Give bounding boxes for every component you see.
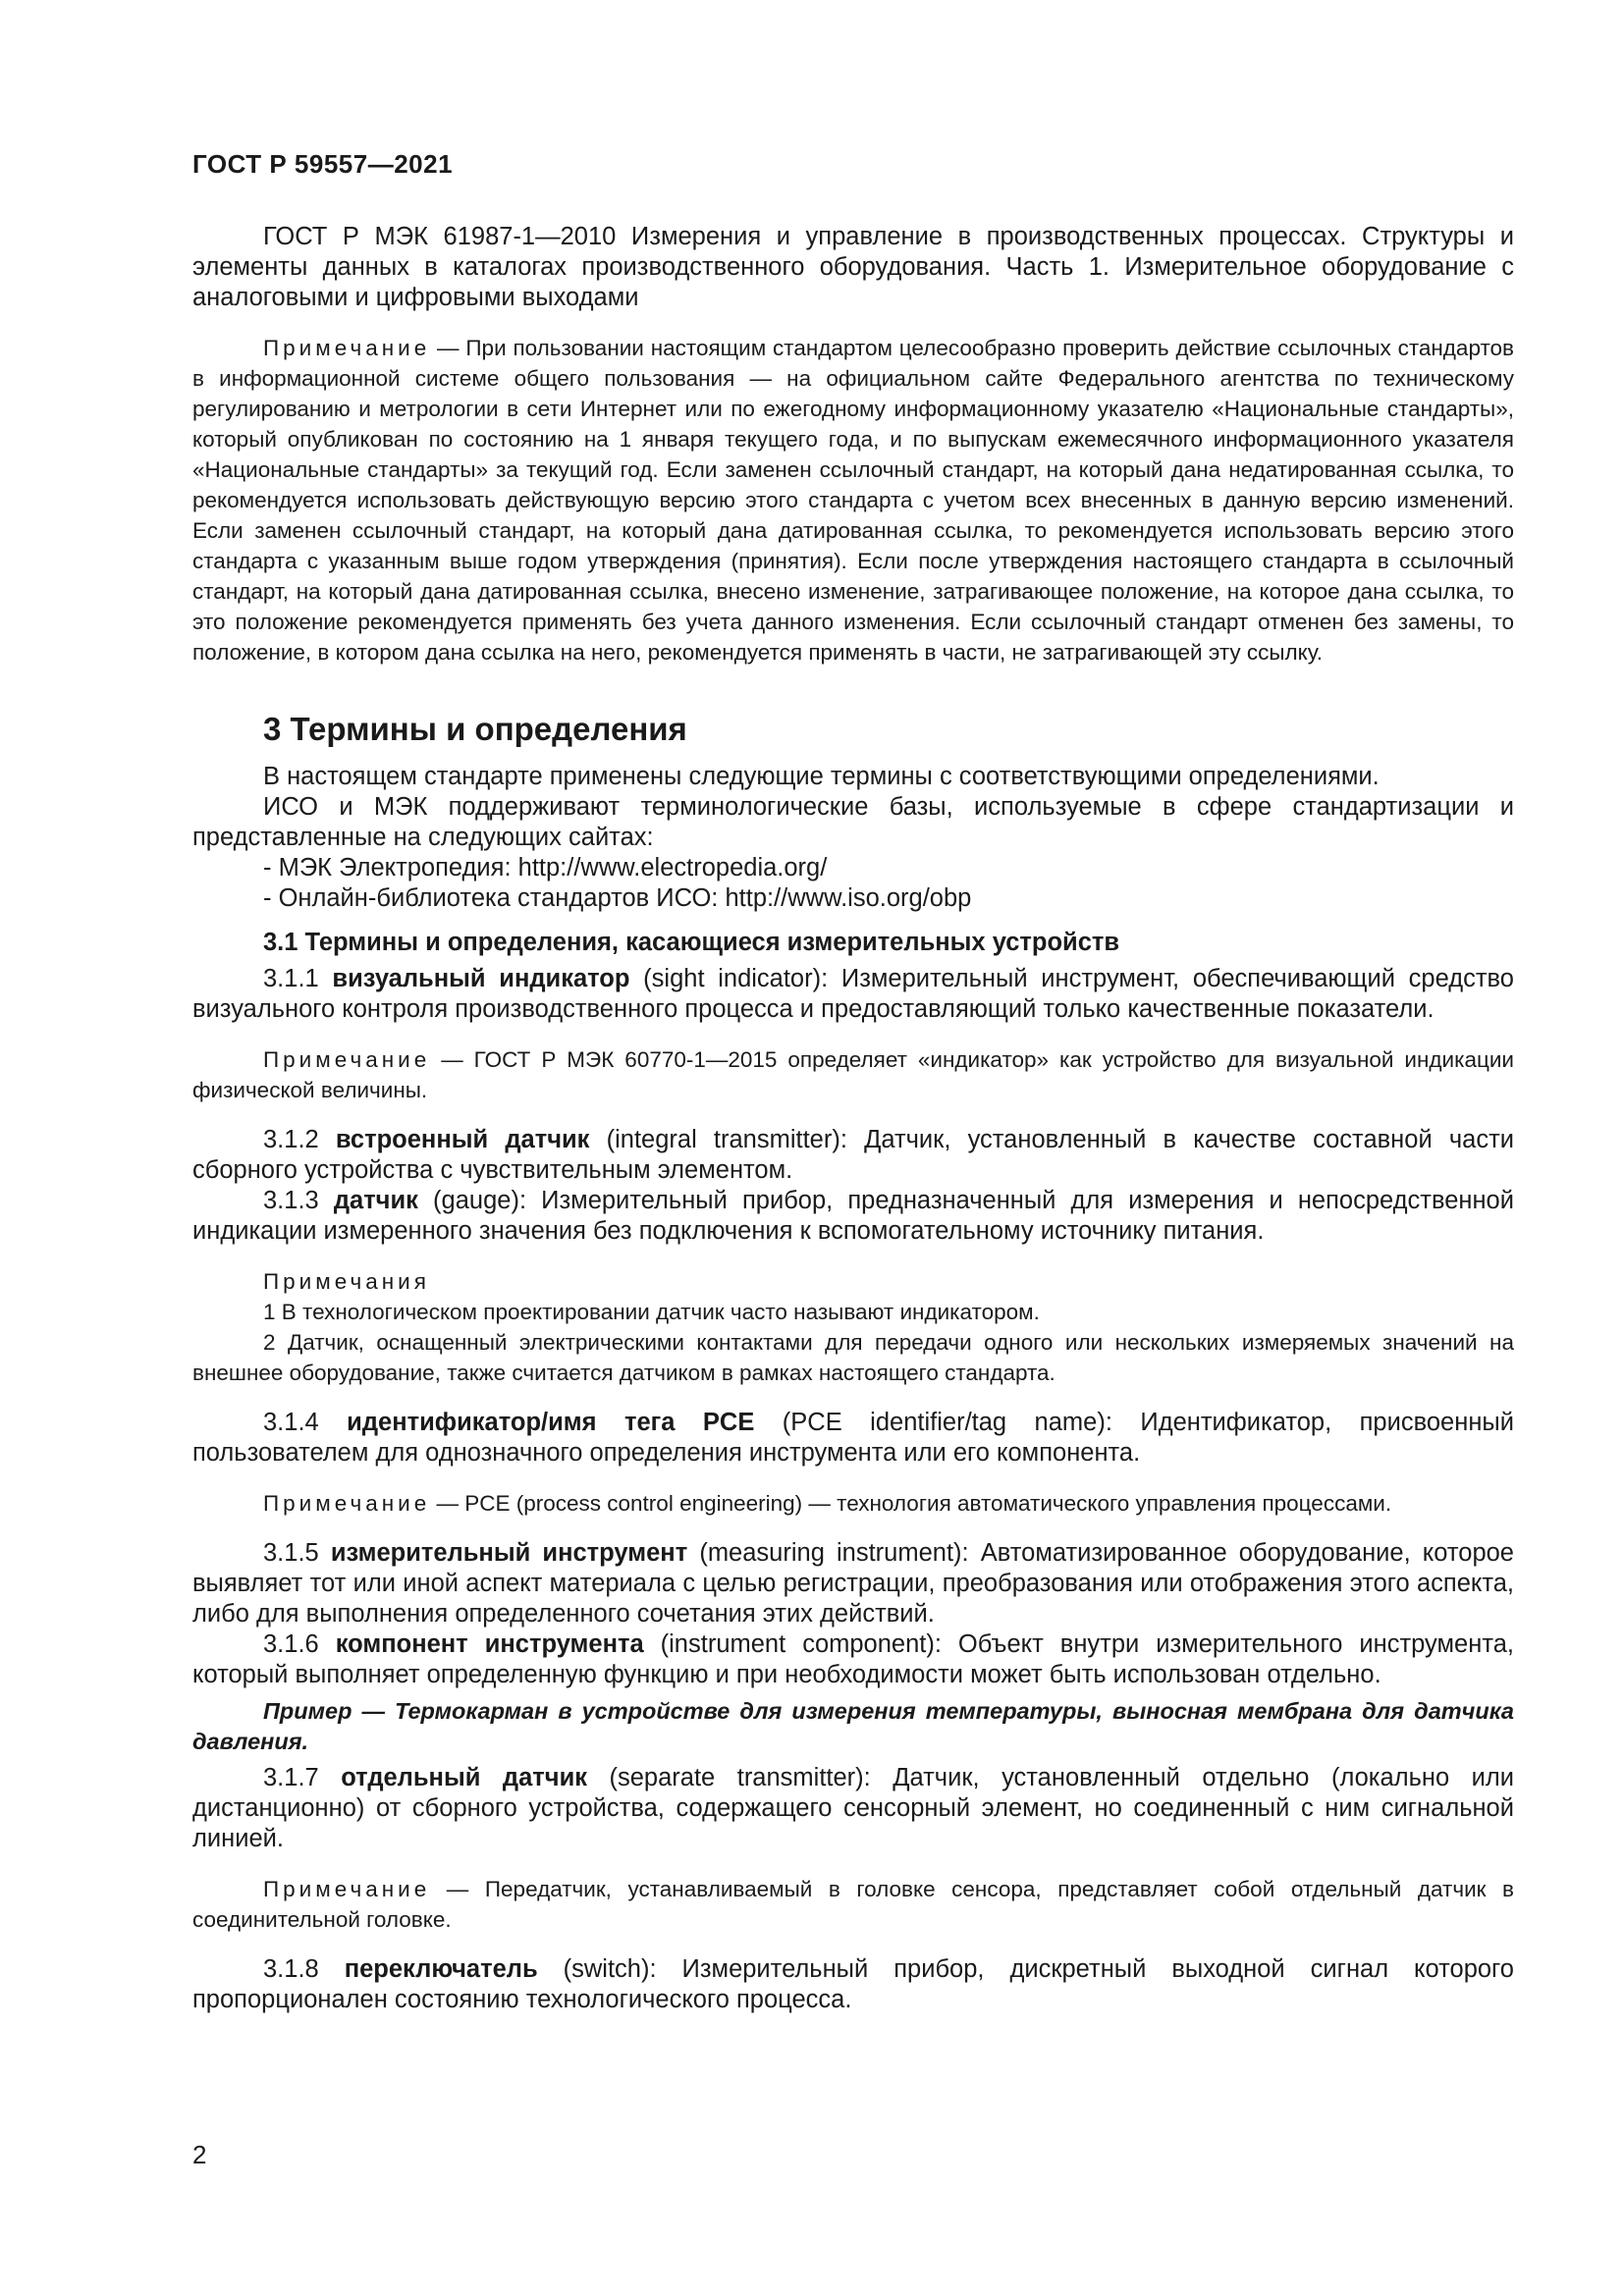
term-definition: (PCE identifier/tag name): Идентификатор, присвоенный пользователем для однозначного определения инструмента или его компонента. xyxy=(192,1409,1514,1467)
term-example-3-1-6: Пример — Термокарман в устройстве для измерения температуры, выносная мембрана для датчика давления. xyxy=(192,1698,1514,1754)
term-definition: (gauge): Измерительный прибор, предназначенный для измерения и непосредственной индикации измеренного значения без подключения к вспомогательному источнику питания. xyxy=(192,1187,1514,1245)
term-name: датчик xyxy=(333,1187,418,1214)
term-note-3-1-7 xyxy=(192,1874,1514,1935)
term-name: визуальный индикатор xyxy=(332,965,630,992)
document-body xyxy=(192,222,1514,2015)
term-definition: (switch): Измерительный прибор, дискретный выходной сигнал которого пропорционален состоянию технологического процесса. xyxy=(192,1955,1514,2013)
document-header: ГОСТ Р 59557—2021 xyxy=(192,149,454,179)
term-number: 3.1.3 xyxy=(263,1187,334,1214)
note-label: Примечание xyxy=(263,1491,431,1516)
page-number: 2 xyxy=(192,2140,207,2169)
normative-reference: ГОСТ Р МЭК 61987-1—2010 Измерения и управление в производственных процессах. Структуры и элементы данных в каталогах производственного оборудования. Часть 1. Измерительное оборудование с аналоговыми и цифровыми выходами xyxy=(192,223,1514,311)
term-name: компонент инструмента xyxy=(335,1630,644,1658)
note-text: — ГОСТ Р МЭК 60770-1—2015 определяет «индикатор» как устройство для визуальной индикации физической величины. xyxy=(192,1047,1514,1102)
term-note-3-1-1 xyxy=(192,1044,1514,1105)
term-entry-3-1-3 xyxy=(192,1186,1514,1247)
note-label: Примечание xyxy=(263,1047,431,1072)
term-number: 3.1.1 xyxy=(263,965,333,992)
term-entry-3-1-2 xyxy=(192,1125,1514,1186)
term-definition: (separate transmitter): Датчик, установленный отдельно (локально или дистанционно) от сборного устройства, содержащего сенсорный элемент, но соединенный с ним сигнальной линией. xyxy=(192,1764,1514,1852)
section-intro-paragraph: В настоящем стандарте применены следующие термины с соответствующими определениями. xyxy=(263,763,1380,790)
term-number: 3.1.2 xyxy=(263,1126,336,1153)
term-name: измерительный инструмент xyxy=(330,1539,688,1567)
term-number: 3.1.4 xyxy=(263,1409,348,1436)
term-entry-3-1-1 xyxy=(192,964,1514,1025)
term-notes-label-3-1-3 xyxy=(192,1266,1514,1297)
note-label: Примечание xyxy=(263,336,431,360)
subsection-title: 3.1 Термины и определения, касающиеся измерительных устройств xyxy=(263,929,1120,956)
note-text: — Передатчик, устанавливаемый в головке сенсора, представляет собой отдельный датчик в соединительной головке. xyxy=(192,1877,1514,1932)
list-item: - Онлайн-библиотека стандартов ИСО: http://www.iso.org/obp xyxy=(263,884,972,912)
note-label: Примечания xyxy=(263,1269,430,1294)
note-text: — При пользовании настоящим стандартом целесообразно проверить действие ссылочных стандартов в информационной системе общего пользования — на официальном сайте Федерального агентства по техническому регулированию и метрологии в сети Интернет или по ежегодному информационному указателю «Национальные стандарты», который опубликован по состоянию на 1 января текущего года, и по выпускам ежемесячного информационного указателя «Национальные стандарты» за текущий год. Если заменен ссылочный стандарт, на который дана недатированная ссылка, то рекомендуется использовать действующую версию этого стандарта с учетом всех внесенных в данную версию изменений. Если заменен ссылочный стандарт, на который дана датированная ссылка, то рекомендуется использовать версию этого стандарта с указанным выше годом утверждения (принятия). Если после утверждения настоящего стандарта в ссылочный стандарт, на который дана датированная ссылка, внесено изменение, затрагивающее положение, на которое дана ссылка, то это положение рекомендуется применять без учета данного изменения. Если ссылочный стандарт отменен без замены, то положение, в котором дана ссылка на него, рекомендуется применять в части, не затрагивающей эту ссылку. xyxy=(192,336,1514,665)
term-name: встроенный датчик xyxy=(335,1126,590,1153)
term-name: переключатель xyxy=(344,1955,538,1983)
note-label: Примечание xyxy=(263,1877,431,1901)
section-title: 3 Термины и определения xyxy=(263,711,687,747)
term-number: 3.1.5 xyxy=(263,1539,331,1567)
term-entry-3-1-8 xyxy=(192,1954,1514,2015)
term-number: 3.1.7 xyxy=(263,1764,342,1791)
term-entry-3-1-5 xyxy=(192,1538,1514,1629)
term-note-item: 1 В технологическом проектировании датчик часто называют индикатором. xyxy=(263,1300,1040,1324)
term-definition: (measuring instrument): Автоматизированное оборудование, которое выявляет тот или иной аспект материала с целью регистрации, преобразования или отображения этого аспекта, либо для выполнения определенного сочетания этих действий. xyxy=(192,1539,1514,1628)
list-item: - МЭК Электропедия: http://www.electropedia.org/ xyxy=(263,854,828,881)
term-entry-3-1-6 xyxy=(192,1629,1514,1690)
term-note-3-1-4 xyxy=(192,1488,1514,1519)
reference-note xyxy=(192,333,1514,667)
note-text: — PCE (process control engineering) — технология автоматического управления процессами. xyxy=(430,1491,1392,1516)
term-definition: (integral transmitter): Датчик, установленный в качестве составной части сборного устройства с чувствительным элементом. xyxy=(192,1126,1514,1184)
term-number: 3.1.8 xyxy=(263,1955,345,1983)
section-databases-paragraph: ИСО и МЭК поддерживают терминологические базы, используемые в сфере стандартизации и представленные на следующих сайтах: xyxy=(192,793,1514,851)
term-definition: (sight indicator): Измерительный инструмент, обеспечивающий средство визуального контроля производственного процесса и предоставляющий только качественные показатели. xyxy=(192,965,1514,1023)
term-entry-3-1-4 xyxy=(192,1408,1514,1468)
term-name: отдельный датчик xyxy=(341,1764,588,1791)
term-note-item: 2 Датчик, оснащенный электрическими контактами для передачи одного или нескольких измеряемых значений на внешнее оборудование, также считается датчиком в рамках настоящего стандарта. xyxy=(192,1330,1514,1385)
term-entry-3-1-7 xyxy=(192,1763,1514,1854)
term-number: 3.1.6 xyxy=(263,1630,336,1658)
term-definition: (instrument component): Объект внутри измерительного инструмента, который выполняет определенную функцию и при необходимости может быть использован отдельно. xyxy=(192,1630,1514,1688)
term-name: идентификатор/имя тега PCE xyxy=(347,1409,755,1436)
